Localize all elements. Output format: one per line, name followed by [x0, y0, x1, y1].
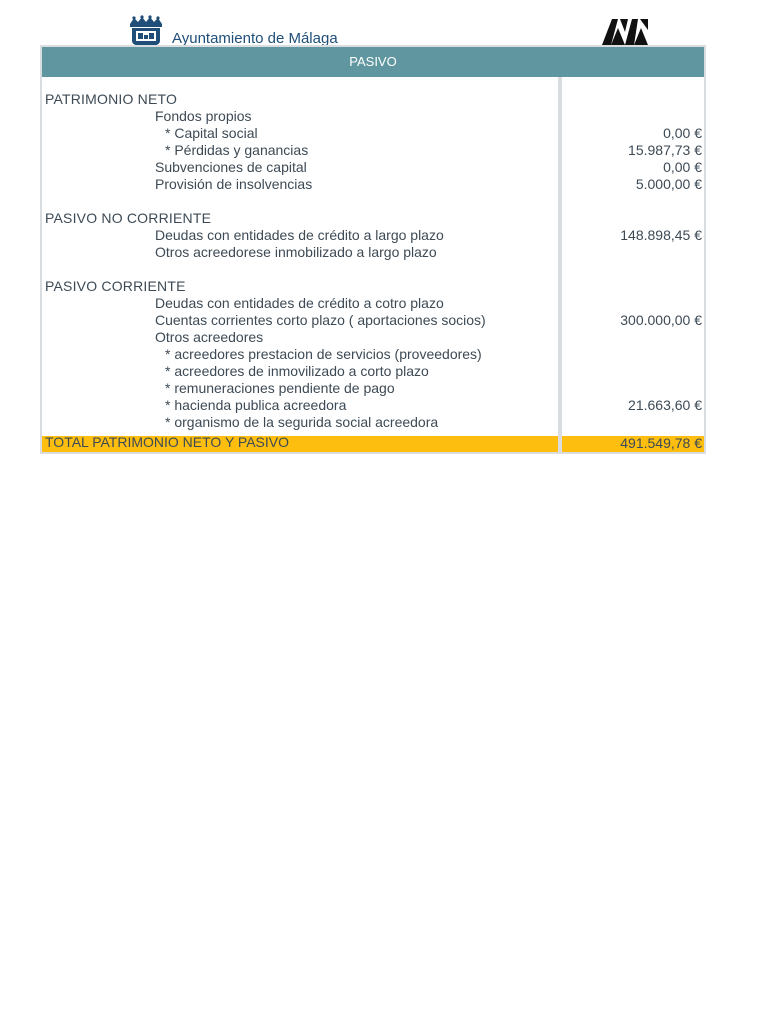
row-amount: 0,00 €: [663, 125, 702, 141]
row-acreedores-inmovilizado: [42, 363, 704, 380]
row-otros-acreedores: [42, 329, 704, 346]
row-label: Deudas con entidades de crédito a cotro plazo: [155, 295, 444, 311]
org-logo: [126, 15, 338, 47]
row-label: PASIVO NO CORRIENTE: [45, 210, 212, 226]
row-perdidas-ganancias: [42, 142, 704, 159]
total-amount: 491.549,78 €: [620, 435, 702, 451]
row-deudas-corto-plazo: [42, 295, 704, 312]
row-label: Subvenciones de capital: [155, 159, 307, 175]
row-amount: 0,00 €: [663, 159, 702, 175]
row-amount: 5.000,00 €: [635, 176, 702, 192]
row-label: * organismo de la segurida social acreedora: [165, 414, 439, 430]
balance-sheet: [40, 45, 706, 454]
row-acreedores-servicios: [42, 346, 704, 363]
row-deudas-largo-plazo: [42, 227, 704, 244]
malaga-crest-icon: [126, 15, 166, 47]
row-provision-insolvencias: [42, 176, 704, 193]
total-divider: [558, 436, 562, 452]
sheet-title: PASIVO: [42, 47, 704, 77]
section-pasivo-no-corriente: [42, 210, 704, 227]
row-amount: 300.000,00 €: [620, 312, 702, 328]
row-label: * hacienda publica acreedora: [165, 397, 347, 413]
total-label: TOTAL PATRIMONIO NETO Y PASIVO: [45, 434, 290, 450]
row-remuneraciones: [42, 380, 704, 397]
row-seguridad-social: [42, 414, 704, 431]
org-name: Ayuntamiento de Málaga: [172, 30, 338, 47]
row-amount: 21.663,60 €: [628, 397, 702, 413]
row-label: * Pérdidas y ganancias: [165, 142, 309, 158]
row-label: Deudas con entidades de crédito a largo plazo: [155, 227, 444, 243]
row-label: Otros acreedorese inmobilizado a largo plazo: [155, 244, 437, 260]
row-label: PASIVO CORRIENTE: [45, 278, 186, 294]
row-fondos-propios: [42, 108, 704, 125]
row-label: Cuentas corrientes corto plazo ( aportaciones socios): [155, 312, 486, 328]
row-label: Fondos propios: [155, 108, 252, 124]
row-label: * acreedores prestacion de servicios (proveedores): [165, 346, 482, 362]
row-label: Provisión de insolvencias: [155, 176, 313, 192]
row-hacienda-publica: [42, 397, 704, 414]
institutional-logo-icon: [601, 16, 649, 46]
row-amount: 15.987,73 €: [628, 142, 702, 158]
row-otros-acreedores-largo: [42, 244, 704, 261]
row-amount: 148.898,45 €: [620, 227, 702, 243]
row-label: Otros acreedores: [155, 329, 264, 345]
section-pasivo-corriente: [42, 278, 704, 295]
row-capital-social: [42, 125, 704, 142]
row-cuentas-corrientes: [42, 312, 704, 329]
section-patrimonio-neto: [42, 91, 704, 108]
row-label: * Capital social: [165, 125, 258, 141]
total-row: [42, 436, 704, 452]
row-subvenciones-capital: [42, 159, 704, 176]
row-label: * remuneraciones pendiente de pago: [165, 380, 395, 396]
row-label: PATRIMONIO NETO: [45, 91, 178, 107]
row-label: * acreedores de inmovilizado a corto plazo: [165, 363, 429, 379]
